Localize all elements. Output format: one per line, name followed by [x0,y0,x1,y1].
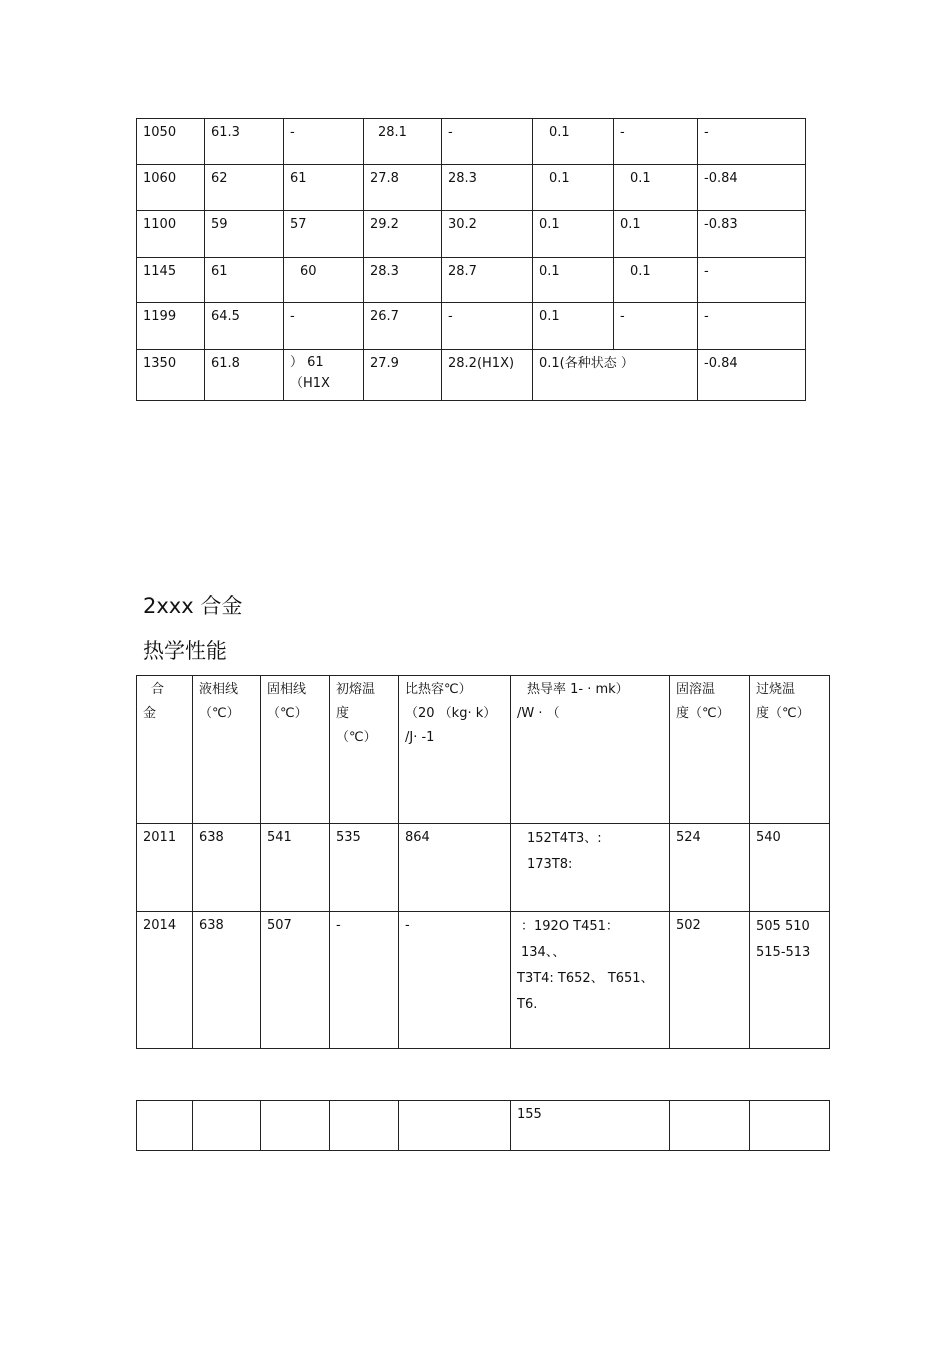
cell: -0.84 [698,350,806,401]
cell: 502 [670,912,750,1049]
header-line: 固溶温 [676,682,716,697]
table-header-row [137,676,830,824]
cell: 61.8 [205,350,284,401]
cell: 535 [330,824,399,912]
cell-line: 515-513 [756,945,811,960]
header-line: 初熔温 [336,682,376,697]
cell: 28.3 [442,165,533,211]
header-line: 度（℃） [756,706,810,721]
cell: 524 [670,824,750,912]
cell: - [284,303,364,350]
table-row [137,1101,830,1151]
cell-line: ） 61 [290,355,324,370]
cell: 28.7 [442,258,533,303]
table3-body [137,1101,830,1151]
cell: 59 [205,211,284,258]
cell: 1060 [137,165,205,211]
cell: 61 [284,165,364,211]
cell: 1350 [137,350,205,401]
cell: -0.84 [698,165,806,211]
cell: 541 [261,824,330,912]
header-cell-thermal-conductivity [511,676,670,824]
table-row [137,824,830,912]
cell: 29.2 [364,211,442,258]
cell: 26.7 [364,303,442,350]
cell: - [698,119,806,165]
cell [750,912,830,1049]
cell: 27.8 [364,165,442,211]
header-line: （℃） [199,706,240,721]
cell: - [399,912,511,1049]
cell-line: ：192O T451：134、、 [521,919,619,960]
table-row [137,165,806,211]
alloy-thermal-table-2xxx [136,675,830,1049]
header-cell-solidus [261,676,330,824]
cell: - [442,303,533,350]
section-subtitle: 热学性能 [143,639,227,663]
table-row [137,211,806,258]
header-line: 热导率 1- · mk） [527,682,629,697]
cell: - [330,912,399,1049]
cell: 27.9 [364,350,442,401]
header-line: （℃） [336,730,377,745]
cell: 638 [193,824,261,912]
header-cell-overburn-temp [750,676,830,824]
cell: - [698,303,806,350]
header-cell-incipient-melting [330,676,399,824]
cell [399,1101,511,1151]
header-line: 比热容℃） [405,682,472,697]
header-line: 液相线 [199,682,239,697]
cell: 28.2(H1X) [442,350,533,401]
cell: 1100 [137,211,205,258]
header-line: /J· -1 [405,730,435,745]
cell: 0.1 [614,211,698,258]
cell: - [284,119,364,165]
cell: - [614,119,698,165]
table-row [137,119,806,165]
table1-body [137,119,806,401]
cell [330,1101,399,1151]
cell: 61 [205,258,284,303]
cell [137,1101,193,1151]
cell [511,912,670,1049]
cell-line: （H1X [290,376,330,391]
alloy-thermal-table-continued [136,1100,830,1151]
cell: 864 [399,824,511,912]
header-line: 度 [336,706,350,721]
header-line: （20 （kg· k） [405,706,497,721]
cell: - [698,258,806,303]
header-cell-liquidus [193,676,261,824]
cell-line: 505 510 [756,919,810,934]
cell: 62 [205,165,284,211]
table-row [137,350,806,401]
cell: -0.83 [698,211,806,258]
cell: 61.3 [205,119,284,165]
cell [261,1101,330,1151]
cell-line: T3T4: T652、 T651、 [517,971,654,986]
cell [670,1101,750,1151]
cell: 1050 [137,119,205,165]
cell: 0.1(各种状态 ） [533,350,698,401]
table-row [137,912,830,1049]
cell: 0.1 [614,165,698,211]
cell: 64.5 [205,303,284,350]
cell: - [614,303,698,350]
cell: 28.1 [364,119,442,165]
cell [511,824,670,912]
cell [284,350,364,401]
header-line: 合 [151,682,165,697]
cell: 0.1 [533,303,614,350]
cell: 60 [284,258,364,303]
cell [193,1101,261,1151]
cell: 0.1 [533,165,614,211]
header-cell-alloy [137,676,193,824]
cell: 28.3 [364,258,442,303]
header-line: 固相线 [267,682,307,697]
cell: 1199 [137,303,205,350]
header-line: 度（℃） [676,706,730,721]
cell: 155 [511,1101,670,1151]
header-cell-specific-heat [399,676,511,824]
cell: 0.1 [533,119,614,165]
cell: 0.1 [533,211,614,258]
table2-body [137,676,830,1049]
cell: 1145 [137,258,205,303]
cell [750,1101,830,1151]
header-line: 金 [143,706,157,721]
header-line: /W · （ [517,706,560,721]
cell: 2014 [137,912,193,1049]
header-line: 过烧温 [756,682,796,697]
cell: 638 [193,912,261,1049]
cell: 2011 [137,824,193,912]
section-title: 2xxx 合金 [143,594,243,618]
cell: 57 [284,211,364,258]
table-row [137,303,806,350]
header-line: （℃） [267,706,308,721]
cell: 0.1 [533,258,614,303]
cell: - [442,119,533,165]
cell: 507 [261,912,330,1049]
cell: 30.2 [442,211,533,258]
cell-line: 152T4T3、: [527,831,602,846]
cell: 540 [750,824,830,912]
alloy-thermal-table-1xxx [136,118,806,401]
cell-line: 173T8: [527,857,573,872]
cell-line: T6. [517,997,538,1012]
cell: 0.1 [614,258,698,303]
header-cell-solution-temp [670,676,750,824]
table-row [137,258,806,303]
